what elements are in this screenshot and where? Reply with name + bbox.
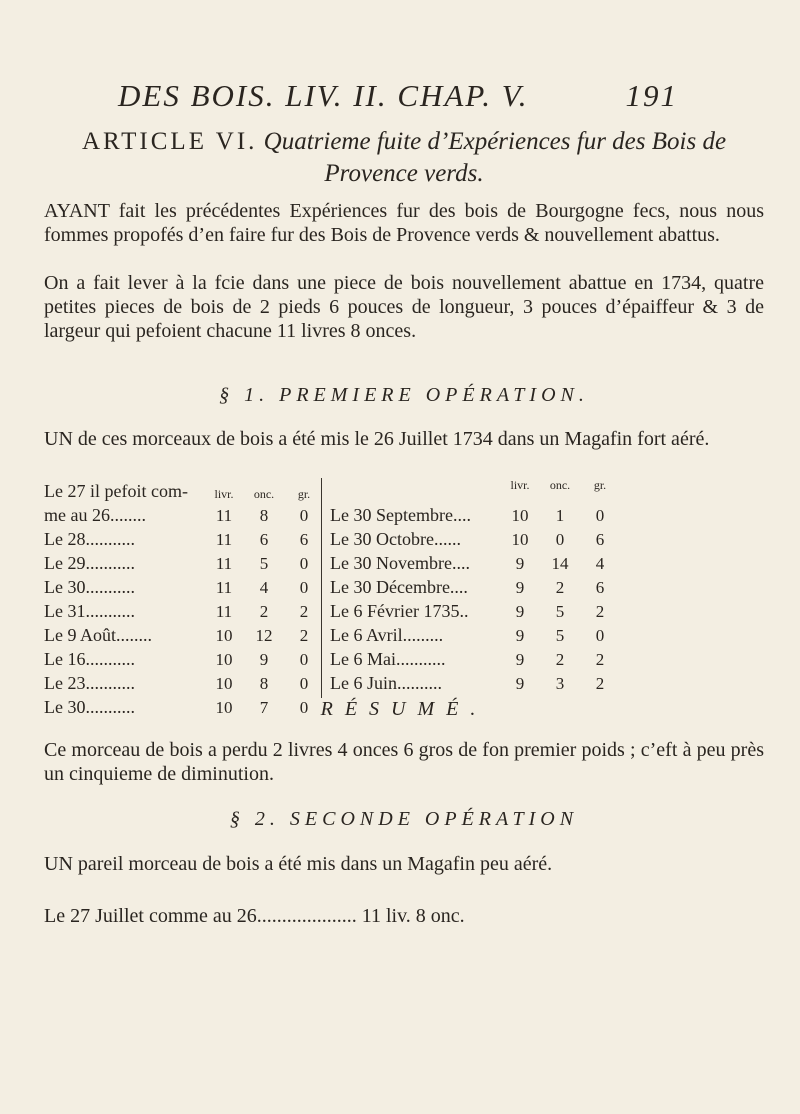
- row-date-label: Le 30 Octobre......: [330, 529, 461, 549]
- row-livr-value: 11: [215, 602, 233, 621]
- row-livr-value: 10: [511, 530, 529, 549]
- row-livr-value: 11: [215, 530, 233, 549]
- column-header-gr: gr.: [593, 478, 607, 492]
- row-livr-value: 11: [215, 578, 233, 597]
- resume-heading: RÉSUMÉ.: [320, 698, 488, 720]
- row-onc-value: 6: [259, 530, 269, 549]
- row-gr-value: 0: [299, 650, 309, 669]
- table-row: [44, 502, 324, 526]
- row-date-label: Le 9 Août........: [44, 625, 152, 645]
- row-date-label: Le 27 il pefoit com-: [44, 481, 188, 501]
- section-2-heading: § 2. SECONDE OPÉRATION: [229, 808, 579, 830]
- column-header-onc: onc.: [549, 478, 571, 492]
- table-row: [44, 550, 324, 574]
- weight-table-right: [330, 478, 620, 694]
- row-date-label: Le 6 Juin..........: [330, 673, 442, 693]
- row-date-label: Le 6 Février 1735..: [330, 601, 469, 621]
- row-onc-value: 7: [259, 698, 269, 717]
- section-1-heading: § 1. PREMIERE OPÉRATION.: [219, 384, 589, 406]
- row-date-label: Le 30 Décembre....: [330, 577, 468, 597]
- table-row: [330, 574, 620, 598]
- row-gr-value: 4: [595, 554, 605, 573]
- row-onc-value: 0: [555, 530, 565, 549]
- row-livr-value: 10: [215, 674, 233, 693]
- row-gr-value: 0: [595, 506, 605, 525]
- row-gr-value: 0: [595, 626, 605, 645]
- row-date-label: Le 30...........: [44, 577, 135, 597]
- table-row: [44, 646, 324, 670]
- row-onc-value: 4: [259, 578, 269, 597]
- row-date-label: Le 29...........: [44, 553, 135, 573]
- table-row: [330, 502, 620, 526]
- running-head: [118, 78, 678, 114]
- row-date-label: Le 30 Septembre....: [330, 505, 471, 525]
- row-onc-value: 5: [555, 626, 565, 645]
- row-gr-value: 2: [595, 602, 605, 621]
- row-date-label: Le 6 Avril.........: [330, 625, 444, 645]
- row-onc-value: 2: [259, 602, 269, 621]
- row-onc-value: 2: [555, 650, 565, 669]
- table-row: [330, 622, 620, 646]
- row-livr-value: 9: [515, 602, 525, 621]
- table-row: [330, 646, 620, 670]
- row-livr-value: 10: [215, 650, 233, 669]
- table-row: [330, 550, 620, 574]
- row-livr-value: 10: [215, 698, 233, 717]
- table-row: [330, 526, 620, 550]
- row-gr-value: 0: [299, 578, 309, 597]
- row-gr-value: 2: [299, 626, 309, 645]
- row-livr-value: 9: [515, 578, 525, 597]
- article-title: [44, 126, 764, 190]
- article-subtitle: Quatrieme fuite d’Expériences fur des Bois de Provence verds.: [263, 128, 727, 187]
- table-row: [44, 574, 324, 598]
- column-header-livr: livr.: [510, 478, 530, 492]
- row-onc-value: 5: [555, 602, 565, 621]
- row-date-label: Le 30...........: [44, 697, 135, 717]
- row-gr-value: 0: [299, 698, 309, 717]
- row-onc-value: 5: [259, 554, 269, 573]
- section-2-text: UN pareil morceau de bois a été mis dans un Magafin peu aéré.: [44, 853, 553, 875]
- row-onc-value: 12: [255, 626, 273, 645]
- section-1-text: UN de ces morceaux de bois a été mis le 26 Juillet 1734 dans un Magafin fort aéré.: [44, 428, 710, 450]
- table-row: [44, 622, 324, 646]
- intro-paragraph-2: On a fait lever à la fcie dans une piece de bois nouvellement abattue en 1734, quatre petites pieces de bois de 2 pieds 6 pouces de longueur, 3 pouces d’épaiffeur & 3 de largeur qui pefoient chacune 11 livres 8 onces.: [44, 272, 764, 342]
- row-date-label: Le 23...........: [44, 673, 135, 693]
- row-date-label: me au 26........: [44, 505, 146, 525]
- table-divider: [321, 478, 322, 698]
- row-gr-value: 2: [595, 674, 605, 693]
- article-label: ARTICLE VI.: [81, 128, 258, 155]
- row-livr-value: 9: [515, 626, 525, 645]
- row-gr-value: 0: [299, 674, 309, 693]
- section-2-line: Le 27 Juillet comme au 26.................... 11 liv. 8 onc.: [44, 905, 465, 927]
- row-livr-value: 10: [511, 506, 529, 525]
- row-gr-value: 6: [299, 530, 309, 549]
- header-spacer: [330, 478, 500, 502]
- row-livr-value: 9: [515, 650, 525, 669]
- running-title: DES BOIS. LIV. II. CHAP. V.: [118, 78, 529, 113]
- table-row: [330, 598, 620, 622]
- row-livr-value: 10: [215, 626, 233, 645]
- weight-table-left: [44, 478, 324, 718]
- row-gr-value: 2: [595, 650, 605, 669]
- row-onc-value: 2: [555, 578, 565, 597]
- intro-paragraph-1: AYANT fait les précédentes Expériences fur des bois de Bourgogne fecs, nous nous fommes propofés d’en faire fur des Bois de Provence verds & nouvellement abattus.: [44, 200, 764, 246]
- table-row: [44, 598, 324, 622]
- row-date-label: Le 16...........: [44, 649, 135, 669]
- row-gr-value: 6: [595, 578, 605, 597]
- resume-text: Ce morceau de bois a perdu 2 livres 4 onces 6 gros de fon premier poids ; c’eft à peu près un cinquieme de diminution.: [44, 739, 764, 785]
- row-onc-value: 14: [551, 554, 569, 573]
- row-date-label: Le 31...........: [44, 601, 135, 621]
- row-livr-value: 11: [215, 554, 233, 573]
- page-number: 191: [625, 78, 678, 113]
- row-onc-value: 3: [555, 674, 565, 693]
- row-onc-value: 1: [555, 506, 565, 525]
- row-date-label: Le 28...........: [44, 529, 135, 549]
- table-row: [330, 670, 620, 694]
- row-livr-value: 9: [515, 554, 525, 573]
- column-header-livr: livr.: [214, 487, 234, 501]
- column-header-gr: gr.: [297, 487, 311, 501]
- table-row: [44, 478, 324, 502]
- column-header-onc: onc.: [253, 487, 275, 501]
- row-gr-value: 2: [299, 602, 309, 621]
- row-gr-value: 6: [595, 530, 605, 549]
- row-onc-value: 8: [259, 506, 269, 525]
- table-row: [44, 526, 324, 550]
- row-date-label: Le 30 Novembre....: [330, 553, 470, 573]
- row-livr-value: 9: [515, 674, 525, 693]
- row-onc-value: 8: [259, 674, 269, 693]
- row-gr-value: 0: [299, 554, 309, 573]
- row-gr-value: 0: [299, 506, 309, 525]
- table-header-row: [330, 478, 620, 502]
- row-date-label: Le 6 Mai...........: [330, 649, 446, 669]
- row-livr-value: 11: [215, 506, 233, 525]
- table-row: [44, 670, 324, 694]
- row-onc-value: 9: [259, 650, 269, 669]
